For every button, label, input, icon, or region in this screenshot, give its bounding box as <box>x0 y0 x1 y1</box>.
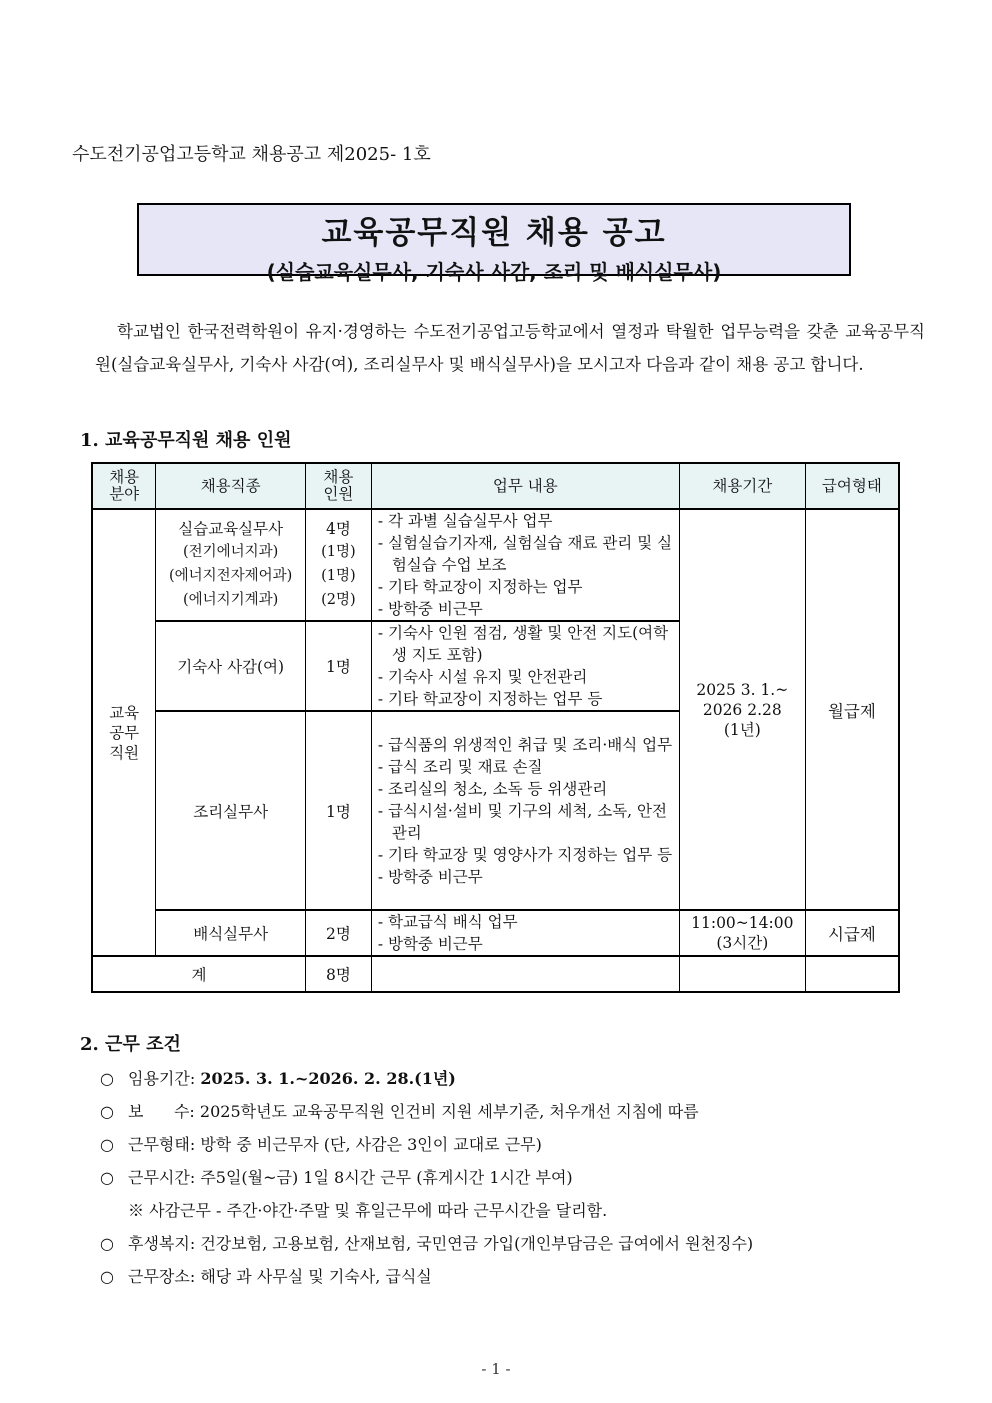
period-line: 2025 3. 1.~ <box>696 680 789 699</box>
duties-cell <box>371 910 679 956</box>
condition-label: 근무형태: <box>128 1135 196 1154</box>
empty-cell <box>805 956 899 992</box>
section-2-title: 2. 근무 조건 <box>80 1034 181 1055</box>
work-conditions-list <box>100 1062 920 1293</box>
duty-item: - 각 과별 실습실무사 업무 <box>377 512 553 530</box>
period-line: (1년) <box>723 720 761 739</box>
condition-value: 2025. 3. 1.~2026. 2. 28.(1년) <box>200 1069 456 1088</box>
duty-item: - 방학중 비근무 <box>377 600 483 618</box>
duties-cell <box>371 621 679 711</box>
duty-item: - 조리실의 청소, 소독 등 위생관리 <box>377 779 608 798</box>
job-cell: 기숙사 사감(여) <box>156 621 306 711</box>
sub-job: (전기에너지과) <box>182 544 279 560</box>
duty-item: - 기타 학교장이 지정하는 업무 <box>377 578 583 596</box>
duty-item: - 기숙사 인원 점검, 생활 및 안전 지도(여학생 지도 포함) <box>377 624 669 664</box>
duty-item: - 기타 학교장 및 영양사가 지정하는 업무 등 <box>377 845 673 864</box>
circle-bullet-icon: ○ <box>100 1102 114 1121</box>
condition-label: 보 수: <box>128 1102 195 1121</box>
duties-cell <box>371 711 679 910</box>
recruitment-table <box>91 462 900 993</box>
condition-label: 근무장소: <box>128 1267 196 1286</box>
title-box <box>137 203 851 284</box>
header-duties: 업무 내용 <box>371 463 679 509</box>
count-cell: 1명 <box>305 711 371 910</box>
header-count: 채용 인원 <box>305 463 371 509</box>
circle-bullet-icon: ○ <box>100 1069 114 1088</box>
duty-item: - 급식 조리 및 재료 손질 <box>377 757 543 776</box>
duty-item: - 기타 학교장이 지정하는 업무 등 <box>377 690 603 708</box>
count-cell <box>305 509 371 621</box>
duty-item: - 기숙사 시설 유지 및 안전관리 <box>377 668 588 686</box>
pay-cell: 월급제 <box>805 509 899 910</box>
table-row <box>92 910 899 956</box>
condition-item <box>100 1095 920 1128</box>
section-1-title: 1. 교육공무직원 채용 인원 <box>80 430 292 451</box>
header-job: 채용직종 <box>156 463 306 509</box>
condition-label: 후생복지: <box>128 1234 196 1253</box>
condition-value: 방학 중 비근무자 (단, 사감은 3인이 교대로 근무) <box>200 1135 542 1154</box>
circle-bullet-icon: ○ <box>100 1168 114 1187</box>
job-name: 실습교육실무사 <box>178 520 284 538</box>
header-period: 채용기간 <box>679 463 805 509</box>
page-title: 교육공무직원 채용 공고 <box>321 215 667 251</box>
field-cell: 교육 공무 직원 <box>92 509 156 956</box>
empty-cell <box>679 956 805 992</box>
header-field: 채용 분야 <box>92 463 156 509</box>
empty-cell <box>371 956 679 992</box>
duty-item: - 방학중 비근무 <box>377 867 483 886</box>
circle-bullet-icon: ○ <box>100 1135 114 1154</box>
total-label: 계 <box>92 956 305 992</box>
table-header-row <box>92 463 899 509</box>
job-cell <box>156 509 306 621</box>
condition-item <box>100 1128 920 1161</box>
job-cell: 배식실무사 <box>156 910 306 956</box>
table-row <box>92 509 899 621</box>
duty-item: - 급식품의 위생적인 취급 및 조리·배식 업무 <box>377 735 673 754</box>
condition-value: 주5일(월~금) 1일 8시간 근무 (휴게시간 1시간 부여) <box>200 1168 573 1187</box>
page-number: - 1 - <box>481 1360 511 1378</box>
total-count: 8명 <box>305 956 371 992</box>
job-cell: 조리실무사 <box>156 711 306 910</box>
total-row <box>92 956 899 992</box>
condition-value: 건강보험, 고용보험, 산재보험, 국민연금 가입(개인부담금은 급여에서 원천징수) <box>200 1234 754 1253</box>
duty-item: - 학교급식 배식 업무 <box>377 913 518 931</box>
period-cell <box>679 509 805 910</box>
circle-bullet-icon: ○ <box>100 1267 114 1286</box>
page-subtitle: (실습교육실무사, 기숙사 사감, 조리 및 배식실무사) <box>266 260 722 284</box>
count-cell: 1명 <box>305 621 371 711</box>
sub-job: (에너지기계과) <box>182 592 279 608</box>
intro-text: 학교법인 한국전력학원이 유지·경영하는 수도전기공업고등학교에서 열정과 탁월한 업무능력을 갖춘 교육공무직원(실습교육실무사, 기숙사 사감(여), 조리실무사 및 배식실무사)을 모시고자 다음과 같이 채용 공고 합니다. <box>95 322 925 374</box>
count: 4명 <box>325 520 351 538</box>
pay-cell: 시급제 <box>805 910 899 956</box>
condition-label: 임용기간: <box>128 1069 196 1088</box>
condition-value: 해당 과 사무실 및 기숙사, 급식실 <box>200 1267 432 1286</box>
period-line: (3시간) <box>716 934 769 952</box>
period-line: 2026 2.28 <box>702 700 782 719</box>
duties-cell <box>371 509 679 621</box>
condition-item <box>100 1260 920 1293</box>
period-line: 11:00~14:00 <box>691 914 794 932</box>
sub-count: (1명) <box>321 544 356 560</box>
circle-bullet-icon: ○ <box>100 1234 114 1253</box>
sub-job: (에너지전자제어과) <box>168 568 293 584</box>
sub-count: (1명) <box>321 568 356 584</box>
condition-item <box>100 1062 920 1095</box>
document-number: 수도전기공업고등학교 채용공고 제2025- 1호 <box>72 144 431 165</box>
condition-label: 근무시간: <box>128 1168 196 1187</box>
condition-item <box>100 1227 920 1260</box>
duty-item: - 실험실습기자재, 실험실습 재료 관리 및 실험실습 수업 보조 <box>377 534 673 574</box>
period-cell <box>679 910 805 956</box>
count-cell: 2명 <box>305 910 371 956</box>
intro-paragraph <box>95 315 925 381</box>
sub-count: (2명) <box>321 592 356 608</box>
condition-value: 2025학년도 교육공무직원 인건비 지원 세부기준, 처우개선 지침에 따름 <box>199 1102 699 1121</box>
duty-item: - 급식시설·설비 및 기구의 세척, 소독, 안전 관리 <box>377 801 667 842</box>
condition-item <box>100 1161 920 1194</box>
duty-item: - 방학중 비근무 <box>377 935 483 953</box>
header-pay: 급여형태 <box>805 463 899 509</box>
note: ※ 사감근무 - 주간·야간·주말 및 휴일근무에 따라 근무시간을 달리함. <box>128 1201 608 1220</box>
